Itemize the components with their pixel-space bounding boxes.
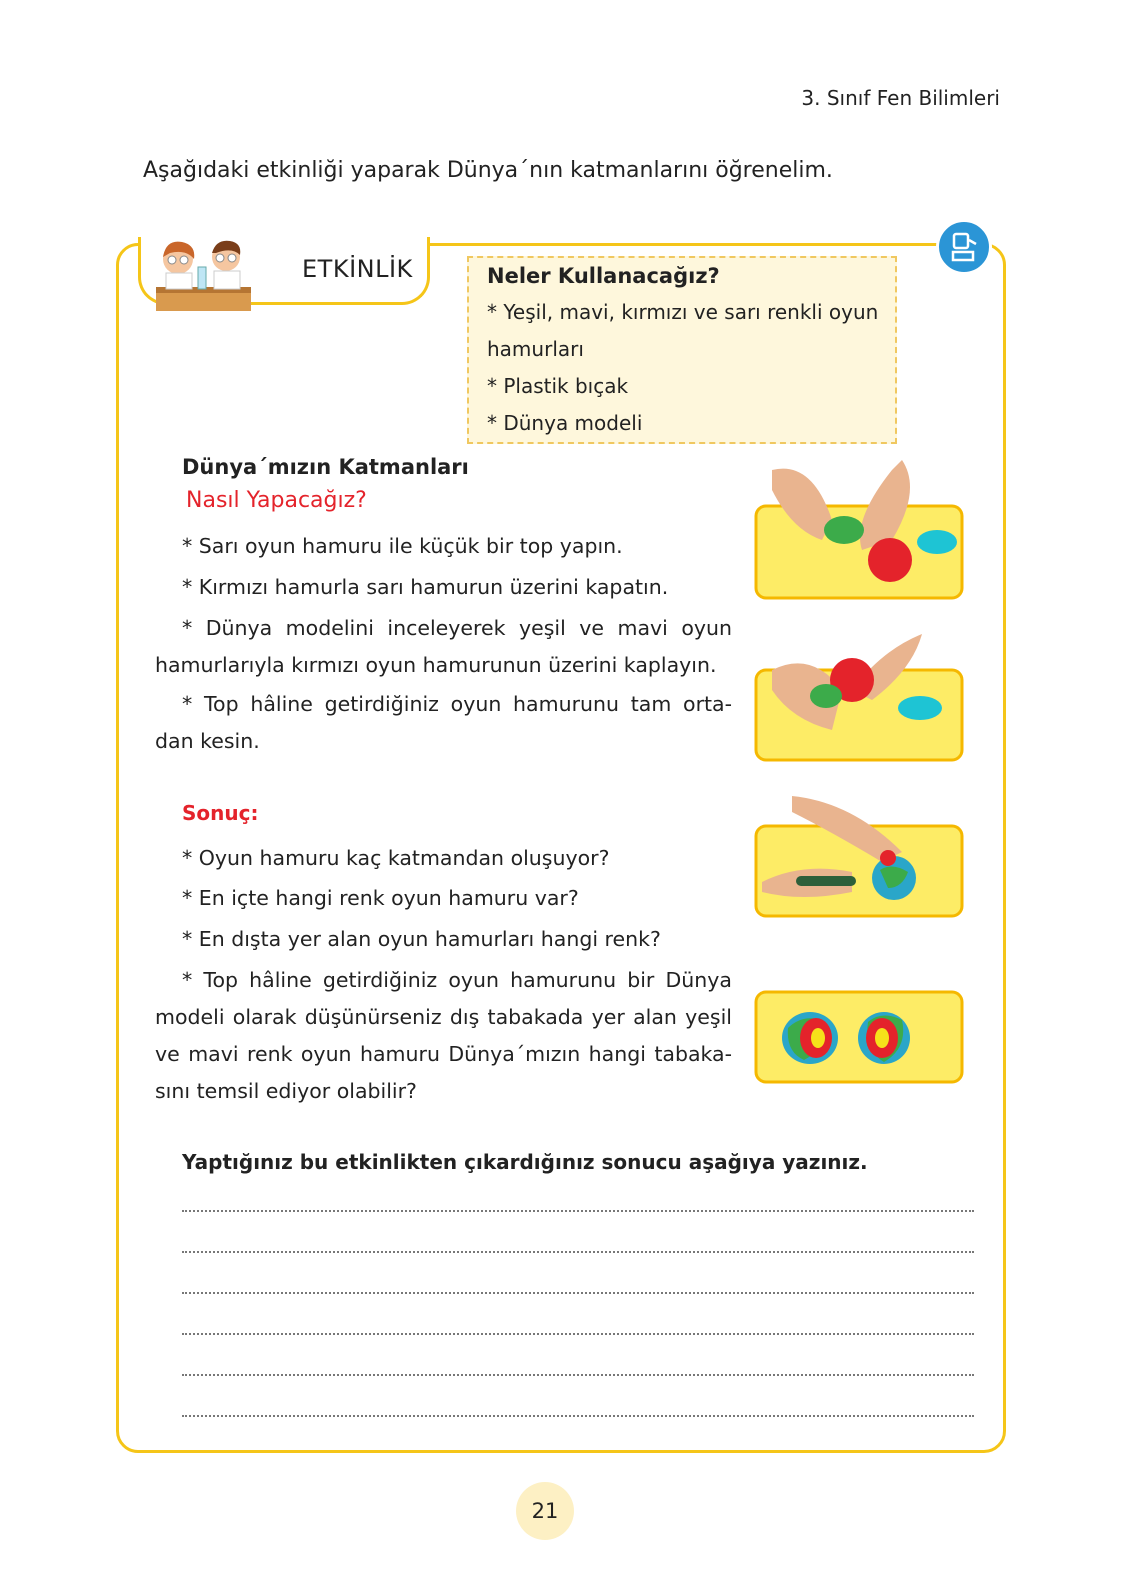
question-4: * Top hâline getirdiğiniz oyun hamurunu bir Dünya modeli olarak düşünürseniz dış tabakada yer alan yeşil ve mavi renk oyun hamuru Dünya´mızın hangi tabaka- sını temsil ediyor olabilir? (155, 968, 732, 1103)
section-title: Dünya´mızın Katmanları (182, 455, 469, 479)
answer-line[interactable] (182, 1415, 974, 1417)
materials-title: Neler Kullanacağız? (487, 264, 720, 288)
answer-line[interactable] (182, 1292, 974, 1294)
photo-cut-halves (752, 988, 966, 1086)
materials-item: * Yeşil, mavi, kırmızı ve sarı renkli oyun (487, 300, 879, 324)
step-2: * Kırmızı hamurla sarı hamurun üzerini kapatın. (182, 575, 669, 599)
answer-line[interactable] (182, 1374, 974, 1376)
answer-line[interactable] (182, 1333, 974, 1335)
step-3: * Dünya modelini inceleyerek yeşil ve mavi oyun hamurlarıyla kırmızı oyun hamurunun üzerini kaplayın. (155, 616, 732, 677)
photo-cutting-ball (752, 792, 966, 918)
answer-line[interactable] (182, 1210, 974, 1212)
scientist-kids-illustration (156, 237, 251, 311)
materials-box (467, 256, 897, 444)
step-1: * Sarı oyun hamuru ile küçük bir top yapın. (182, 534, 623, 558)
page-number: 21 (516, 1482, 574, 1540)
question-2: * En içte hangi renk oyun hamuru var? (182, 886, 579, 910)
materials-item: * Dünya modeli (487, 411, 643, 435)
materials-item: hamurları (487, 337, 584, 361)
activity-label: ETKİNLİK (302, 255, 413, 283)
subject-header: 3. Sınıf Fen Bilimleri (801, 86, 1000, 110)
materials-item: * Plastik bıçak (487, 374, 629, 398)
result-title: Sonuç: (182, 801, 259, 825)
hands-activity-icon (936, 219, 992, 275)
how-title: Nasıl Yapacağız? (186, 488, 367, 513)
question-3: * En dışta yer alan oyun hamurları hangi renk? (182, 927, 661, 951)
conclusion-prompt: Yaptığınız bu etkinlikten çıkardığınız sonucu aşağıya yazınız. (182, 1150, 868, 1174)
photo-covering-green (752, 630, 966, 762)
step-4: * Top hâline getirdiğiniz oyun hamurunu tam orta- dan kesin. (155, 692, 732, 753)
answer-line[interactable] (182, 1251, 974, 1253)
intro-text: Aşağıdaki etkinliği yaparak Dünya´nın katmanlarını öğrenelim. (143, 158, 833, 183)
question-1: * Oyun hamuru kaç katmandan oluşuyor? (182, 846, 610, 870)
photo-wrapping-red (752, 460, 966, 600)
